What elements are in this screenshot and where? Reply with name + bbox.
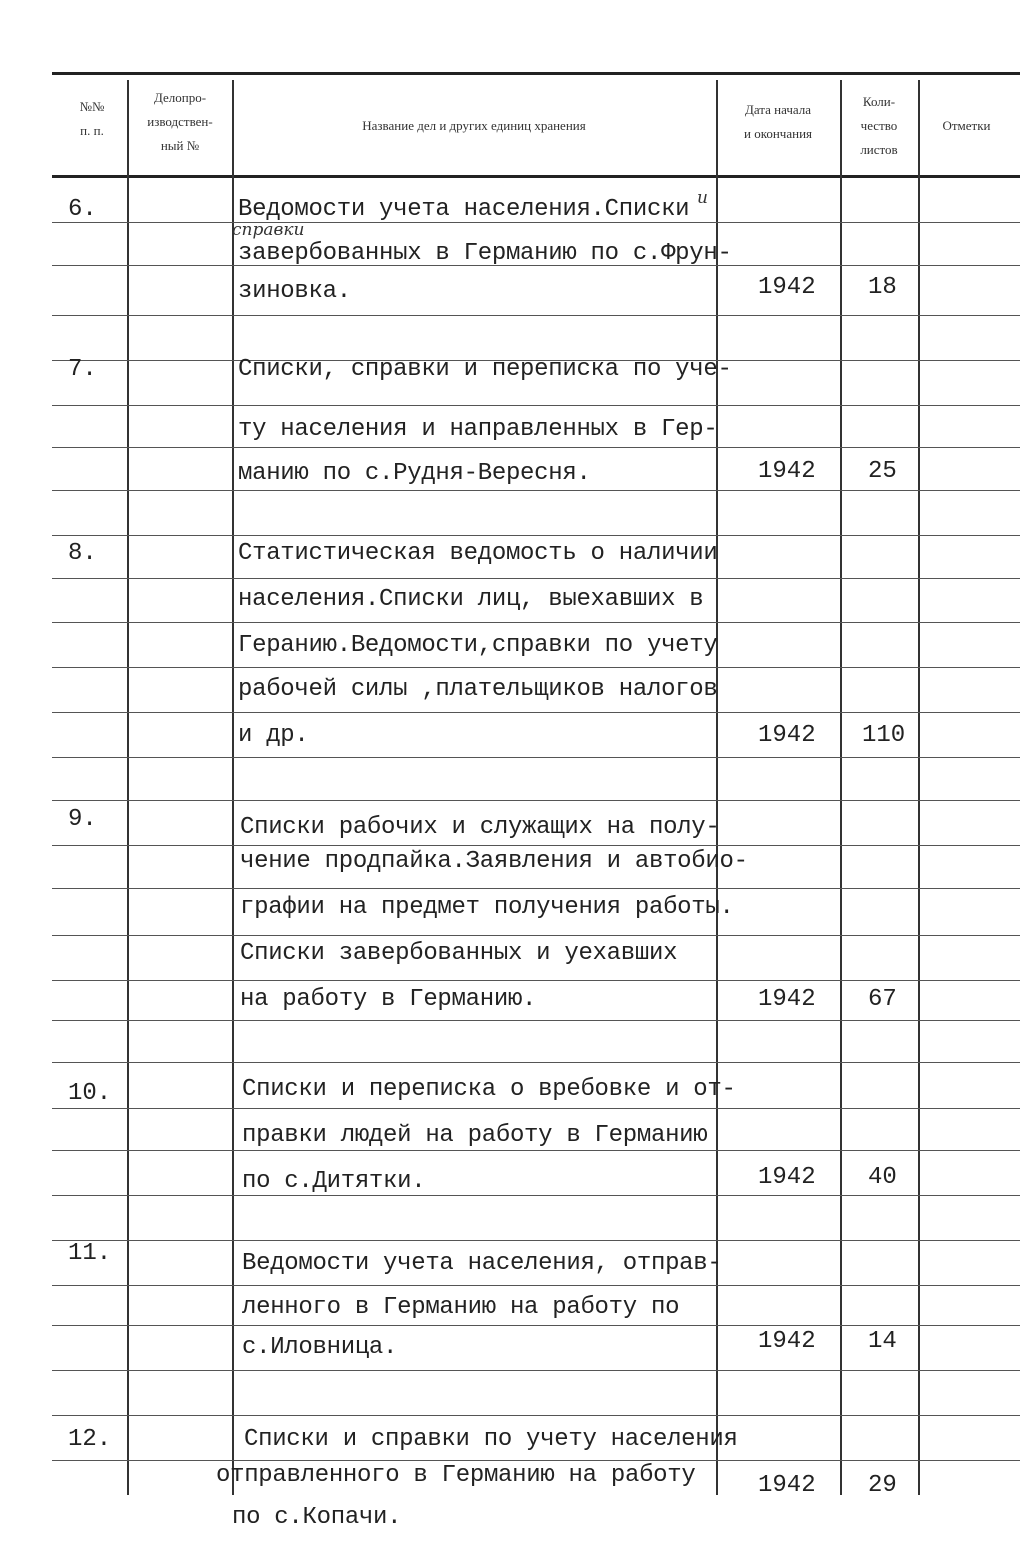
rule-line [52,1062,1020,1063]
header-number [60,95,124,143]
rule-line [52,447,1020,448]
entry-title-line: рабочей силы ,плательщиков налогов [238,676,718,703]
entry-sheet-count: 40 [868,1164,897,1191]
rule-line [52,1285,1020,1286]
rule-line [52,1370,1020,1371]
rule-line [52,667,1020,668]
header-office-number [128,86,232,158]
entry-title-line: ленного в Германию на работу по [242,1294,680,1321]
column-line [918,80,920,1495]
rule-line [52,800,1020,801]
rule-line [52,980,1020,981]
entry-title-line: по с.Дитятки. [242,1168,426,1195]
entry-title-line: отправленного в Германию на работу [216,1462,696,1489]
header-office-line: изводствен- [147,114,213,129]
header-notes: Отметки [942,118,991,133]
entry-title-line: зиновка. [238,278,351,305]
handwritten-insertion: и [697,188,708,208]
entry-title-line: Списки и переписка о вребовке и от- [242,1076,736,1103]
entry-number: 9. [68,806,97,833]
header-title: Название дел и других единиц хранения [362,118,586,133]
entry-title-line: завербованных в Германию по с.Фрун- [238,240,732,267]
entry-title-line: Статистическая ведомость о наличии [238,540,718,567]
rule-line [52,490,1020,491]
entry-title-line: графии на предмет получения работы. [240,894,734,921]
rule-line [52,1415,1020,1416]
header-office-line: ный № [160,138,200,153]
entry-title-line: по с.Копачи. [232,1504,402,1531]
column-line [127,80,129,1495]
header-dates-line: и окончания [743,126,813,141]
column-line [716,80,718,1495]
header-office-line: Делопро- [153,90,207,105]
entry-title-line: правки людей на работу в Германию [242,1122,708,1149]
rule-line [52,757,1020,758]
entry-year: 1942 [758,458,816,485]
entry-title-line: Списки, справки и переписка по уче- [238,356,732,383]
entry-year: 1942 [758,1328,816,1355]
rule-line [52,888,1020,889]
rule-line [52,1460,1020,1461]
entry-title-line: Списки завербованных и уехавших [240,940,678,967]
entry-title-line: на работу в Германию. [240,986,537,1013]
entry-number: 10. [68,1080,112,1107]
entry-sheet-count: 29 [868,1472,897,1499]
entry-year: 1942 [758,274,816,301]
entry-year: 1942 [758,722,816,749]
entry-title-line: чение продпайка.Заявления и автобио- [240,848,748,875]
column-line [232,80,234,1495]
entry-number: 6. [68,196,97,223]
entry-year: 1942 [758,986,816,1013]
rule-line [52,1020,1020,1021]
column-line [840,80,842,1495]
entry-sheet-count: 18 [868,274,897,301]
rule-line [52,72,1020,75]
entry-title-line: населения.Списки лиц, выехавших в [238,586,704,613]
header-sheets-line: листов [860,142,898,157]
entry-title-line: с.Иловница. [242,1334,398,1361]
rule-line [52,1195,1020,1196]
header-sheets-line: чество [860,118,898,133]
entry-number: 8. [68,540,97,567]
rule-line [52,1240,1020,1241]
rule-line [52,935,1020,936]
header-dates-line: Дата начала [744,102,812,117]
entry-year: 1942 [758,1472,816,1499]
entry-title-line: и др. [238,722,309,749]
entry-number: 11. [68,1240,112,1267]
entry-number: 7. [68,356,97,383]
entry-number: 12. [68,1426,112,1453]
entry-title-line: Списки и справки по учету населения [244,1426,738,1453]
rule-line [52,175,1020,178]
entry-title-line: Ведомости учета населения, отправ- [242,1250,722,1277]
entry-title-line: Ведомости учета населения.Списки [238,196,690,223]
rule-line [52,622,1020,623]
rule-line [52,712,1020,713]
rule-line [52,405,1020,406]
entry-sheet-count: 14 [868,1328,897,1355]
header-sheets [840,90,918,162]
entry-title-line: Геранию.Ведомости,справки по учету [238,632,718,659]
header-number-line: п. п. [80,123,104,138]
entry-title-line: Списки рабочих и служащих на полу- [240,814,720,841]
entry-title-line: манию по с.Рудня-Вересня. [238,460,591,487]
entry-sheet-count: 67 [868,986,897,1013]
rule-line [52,1325,1020,1326]
rule-line [52,578,1020,579]
entry-title-line: ту населения и направленных в Гер- [238,416,718,443]
entry-sheet-count: 25 [868,458,897,485]
header-sheets-line: Коли- [862,94,896,109]
rule-line [52,315,1020,316]
handwritten-insertion: справки [232,220,305,240]
entry-year: 1942 [758,1164,816,1191]
rule-line [52,535,1020,536]
header-number-line: №№ [79,99,105,114]
header-dates [716,98,840,146]
rule-line [52,1108,1020,1109]
rule-line [52,1150,1020,1151]
entry-sheet-count: 110 [862,722,906,749]
rule-line [52,845,1020,846]
